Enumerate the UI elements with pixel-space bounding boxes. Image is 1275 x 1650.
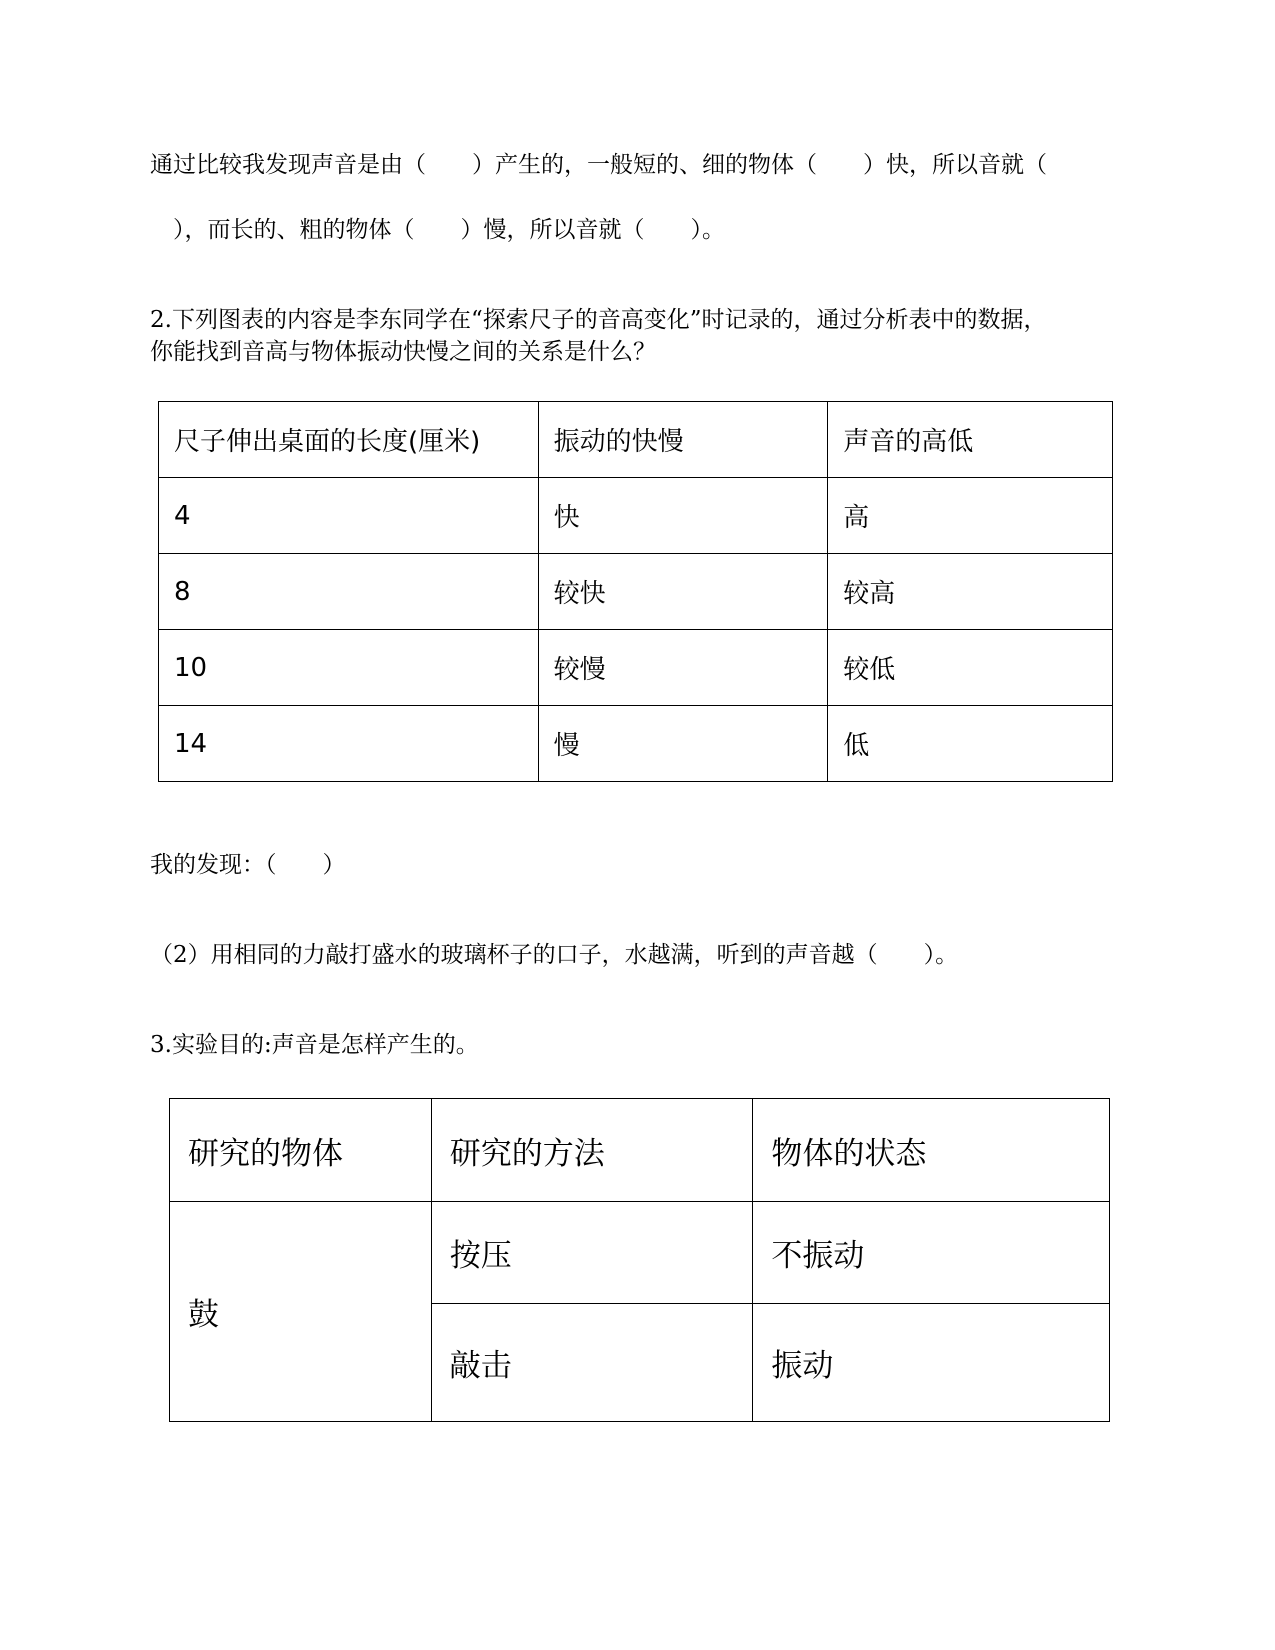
header-pitch: 声音的高低 — [828, 402, 1113, 478]
q2-prompt-line-2: 你能找到音高与物体振动快慢之间的关系是什么？ — [150, 339, 656, 365]
cell-method: 按压 — [431, 1202, 753, 1304]
q2-prompt-line-1: 2.下列图表的内容是李东同学在“探索尺子的音高变化”时记录的，通过分析表中的数据， — [150, 307, 1047, 333]
cell-speed: 较快 — [538, 554, 828, 630]
header-object: 研究的物体 — [170, 1099, 432, 1202]
cell-length: 4 — [159, 478, 539, 554]
header-state: 物体的状态 — [753, 1099, 1110, 1202]
cell-pitch: 较低 — [828, 630, 1113, 706]
q1-line-1: 通过比较我发现声音是由（ ）产生的，一般短的、细的物体（ ）快，所以音就（ — [150, 152, 1047, 178]
cell-pitch: 低 — [828, 706, 1113, 782]
cell-length: 10 — [159, 630, 539, 706]
sound-experiment-table — [169, 1098, 1110, 1422]
header-ruler-length: 尺子伸出桌面的长度(厘米) — [159, 402, 539, 478]
cell-pitch: 较高 — [828, 554, 1113, 630]
table-row — [159, 478, 1113, 554]
q1-line-2: ），而长的、粗的物体（ ）慢，所以音就（ ）。 — [150, 217, 725, 243]
cell-state: 振动 — [753, 1304, 1110, 1422]
cell-object-drum: 鼓 — [170, 1202, 432, 1422]
cell-length: 14 — [159, 706, 539, 782]
q3-title: 3.实验目的:声音是怎样产生的。 — [150, 1032, 479, 1058]
my-finding-line: 我的发现：（ ） — [150, 852, 346, 878]
header-method: 研究的方法 — [431, 1099, 753, 1202]
cell-pitch: 高 — [828, 478, 1113, 554]
ruler-pitch-table — [158, 401, 1113, 782]
table-row — [170, 1202, 1110, 1304]
cell-state: 不振动 — [753, 1202, 1110, 1304]
table-header-row — [159, 402, 1113, 478]
cell-speed: 快 — [538, 478, 828, 554]
q2-sub2-line: （2）用相同的力敲打盛水的玻璃杯子的口子，水越满，听到的声音越（ ）。 — [150, 942, 959, 968]
cell-speed: 慢 — [538, 706, 828, 782]
cell-method: 敲击 — [431, 1304, 753, 1422]
cell-speed: 较慢 — [538, 630, 828, 706]
table-row — [159, 554, 1113, 630]
cell-length: 8 — [159, 554, 539, 630]
table-row — [159, 706, 1113, 782]
header-vibration-speed: 振动的快慢 — [538, 402, 828, 478]
table-row — [159, 630, 1113, 706]
table-header-row — [170, 1099, 1110, 1202]
